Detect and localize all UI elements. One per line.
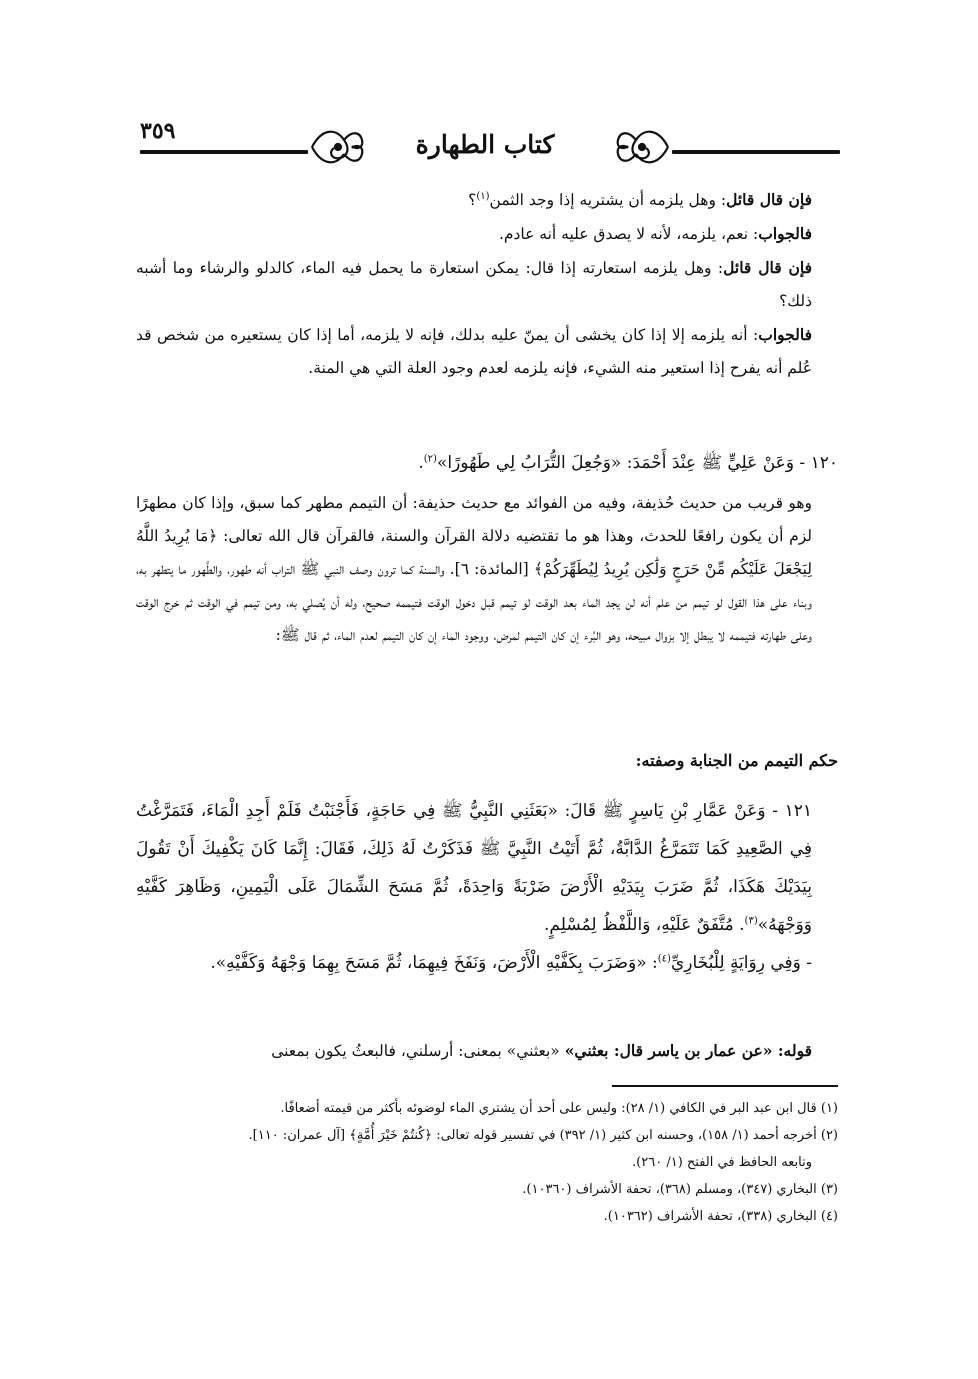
commentary-start: [136, 1034, 838, 1068]
section-heading: حكم التيمم من الجنابة وصفته:: [635, 751, 838, 770]
answer-label: فالجواب: [758, 224, 812, 243]
hadith-end: .: [418, 453, 424, 473]
hadith-text: ١٢٠ - وَعَنْ عَلِيٍّ ﷺ عِنْدَ أَحْمَدَ: «وَجُعِلَ التُّرَابُ لِي طَهُورًا»: [436, 453, 838, 473]
header-rule-right: [672, 150, 840, 154]
paragraph: [136, 318, 838, 385]
paragraph: [136, 183, 838, 217]
footnote-ref: (٢): [423, 453, 437, 465]
page-number: ٣٥٩: [140, 118, 176, 144]
hadith-end: : «وَضَرَبَ بِكَفَّيْهِ الْأَرْضَ، وَنَفَخَ فِيهِمَا، ثُمَّ مَسَحَ بِهِمَا وَجْهَهُ وَكَفَّيْهِ».: [210, 953, 658, 973]
question-label: فإن قال قائل: [726, 190, 812, 209]
footnote-ref: (٣): [744, 915, 758, 927]
paragraph-text: : وهل يلزمه استعارته إذا قال: يمكن استعارة ما يحمل فيه الماء، كالدلو والرشاء وما أشبه ذلك؟: [136, 259, 812, 310]
ornament-right-icon: [614, 122, 672, 172]
paragraph: [136, 1034, 838, 1068]
question-label: فإن قال قائل: [723, 258, 813, 277]
paragraph-text: : وهل يلزمه أن يشتريه إذا وجد الثمن: [489, 191, 727, 209]
footnote: (٢) أخرجه أحمد (١/ ١٥٨)، وحسنه ابن كثير (١/ ٣٩٢) في تفسير قوله تعالى: ﴿كُنتُمْ خَيْرَ أُمَّةٍ﴾ [آل عمران: ١١٠].: [248, 1128, 838, 1143]
paragraph: [136, 217, 838, 251]
paragraph-text: وهو قريب من حديث حُذيفة، وفيه من الفوائد مع حديث حذيفة: أن التيمم مطهر كما سبق، وإذا كان مطهرًا لزم أن يكون رافعًا للحدث، وهذا هو ما تقتضيه دلالة القرآن والسنة، فالقرآن قال الله تعالى: ﴿مَا يُرِيدُ اللَّهُ لِيَجْعَلَ عَلَيْكُم مِّنْ حَرَجٍ وَلَٰكِن يُرِيدُ لِيُطَهِّرَكُمْ﴾ [المائدة: ٦]. والسنة كما ترون وصف النبي ﷺ التراب أنه طهور، والطَّهور ما يتطهر به، وبناء على هذا القول لو تيمم من علم أنه لن يجد الماء بعد الوقت لو تيمم قبل دخول الوقت فتيممه صحيح، وله أن يُصلي به، ومن تيمم في الوقت ثم خرج الوقت وعلى طهارته فتيممه لا يبطل إلا بزوال مبيحه، وهو البُرء إن كان التيمم لمرض، ووجود الماء إن كان التيمم لعدم الماء، ثم قال ﷺ:: [136, 494, 812, 644]
hadith-text: - وَفِي رِوَايَةٍ لِلْبُخَارِيِّ: [670, 953, 812, 973]
footnotes: [136, 1095, 838, 1230]
hadith-text: ١٢١ - وَعَنْ عَمَّارِ بْنِ يَاسِرٍ ﷺ قَالَ: «بَعَثَنِي النَّبِيُّ ﷺ فِي حَاجَةٍ، فَأَجْنَبْتُ فَلَمْ أَجِدِ الْمَاءَ، فَتَمَرَّغْتُ فِي الصَّعِيدِ كَمَا تَتَمَرَّغُ الدَّابَّةُ، ثُمَّ أَتَيْتُ النَّبِيَّ ﷺ فَذَكَرْتُ لَهُ ذَلِكَ، فَقَالَ: إِنَّمَا كَانَ يَكْفِيكَ أَنْ تَقُولَ بِيَدَيْكَ هَكَذَا، ثُمَّ ضَرَبَ بِيَدَيْهِ الْأَرْضَ ضَرْبَةً وَاحِدَةً، ثُمَّ مَسَحَ الشِّمَالَ عَلَى الْيَمِينِ، وَظَاهِرَ كَفَّيْهِ وَوَجْهَهُ»: [136, 801, 812, 935]
chapter-title: كتاب الطهارة: [415, 130, 555, 159]
footnote: (١) قال ابن عبد البر في الكافي (١/ ٢٨): وليس على أحد أن يشتري الماء لوضوئه بأكثر من قيمته أضعافًا.: [280, 1101, 838, 1116]
quote-label: قوله: «عن عمار بن ياسر قال: بعثني»: [564, 1041, 812, 1060]
hadith-paragraph: [136, 944, 838, 982]
hadith-121: [136, 792, 838, 982]
hadith-paragraph: [136, 792, 838, 944]
hadith-end: . مُتَّفَقٌ عَلَيْهِ، وَاللَّفْظُ لِمُسْلِمٍ.: [544, 915, 745, 935]
paragraph-end: ؟: [468, 191, 477, 209]
paragraph-text: : نعم، يلزمه، لأنه لا يصدق عليه أنه عادم.: [498, 225, 759, 243]
ornament-left-icon: [308, 122, 366, 172]
paragraph-text: : أنه يلزمه إلا إذا كان يخشى أن يمنّ عليه بدلك، فإنه لا يلزمه، أما إذا كان يستعيره من شخص قد عُلم أنه يفرح إذا استعير منه الشيء، فإنه يلزمه لعدم وجود العلة التي هي المنة.: [136, 326, 812, 377]
page-header: [140, 118, 840, 178]
hadith-120: [136, 444, 838, 482]
footnote-ref: (١): [476, 190, 490, 202]
footnote: وتابعه الحافظ في الفتح (١/ ٢٦٠).: [632, 1155, 812, 1170]
answer-label: فالجواب: [758, 325, 812, 344]
footnote: (٣) البخاري (٣٤٧)، ومسلم (٣٦٨)، تحفة الأشراف (١٠٣٦٠).: [522, 1182, 838, 1197]
commentary: [136, 487, 838, 652]
header-rule-left: [140, 150, 308, 154]
footnote-divider: [612, 1085, 838, 1087]
paragraph-text: «بعثني» بمعنى: أرسلني، فالبعثُ يكون بمعنى: [271, 1042, 565, 1060]
main-text: [136, 183, 838, 385]
paragraph: [136, 251, 838, 318]
footnote-ref: (٤): [657, 953, 671, 965]
footnote: (٤) البخاري (٣٣٨)، تحفة الأشراف (١٠٣٦٢).: [603, 1209, 838, 1224]
